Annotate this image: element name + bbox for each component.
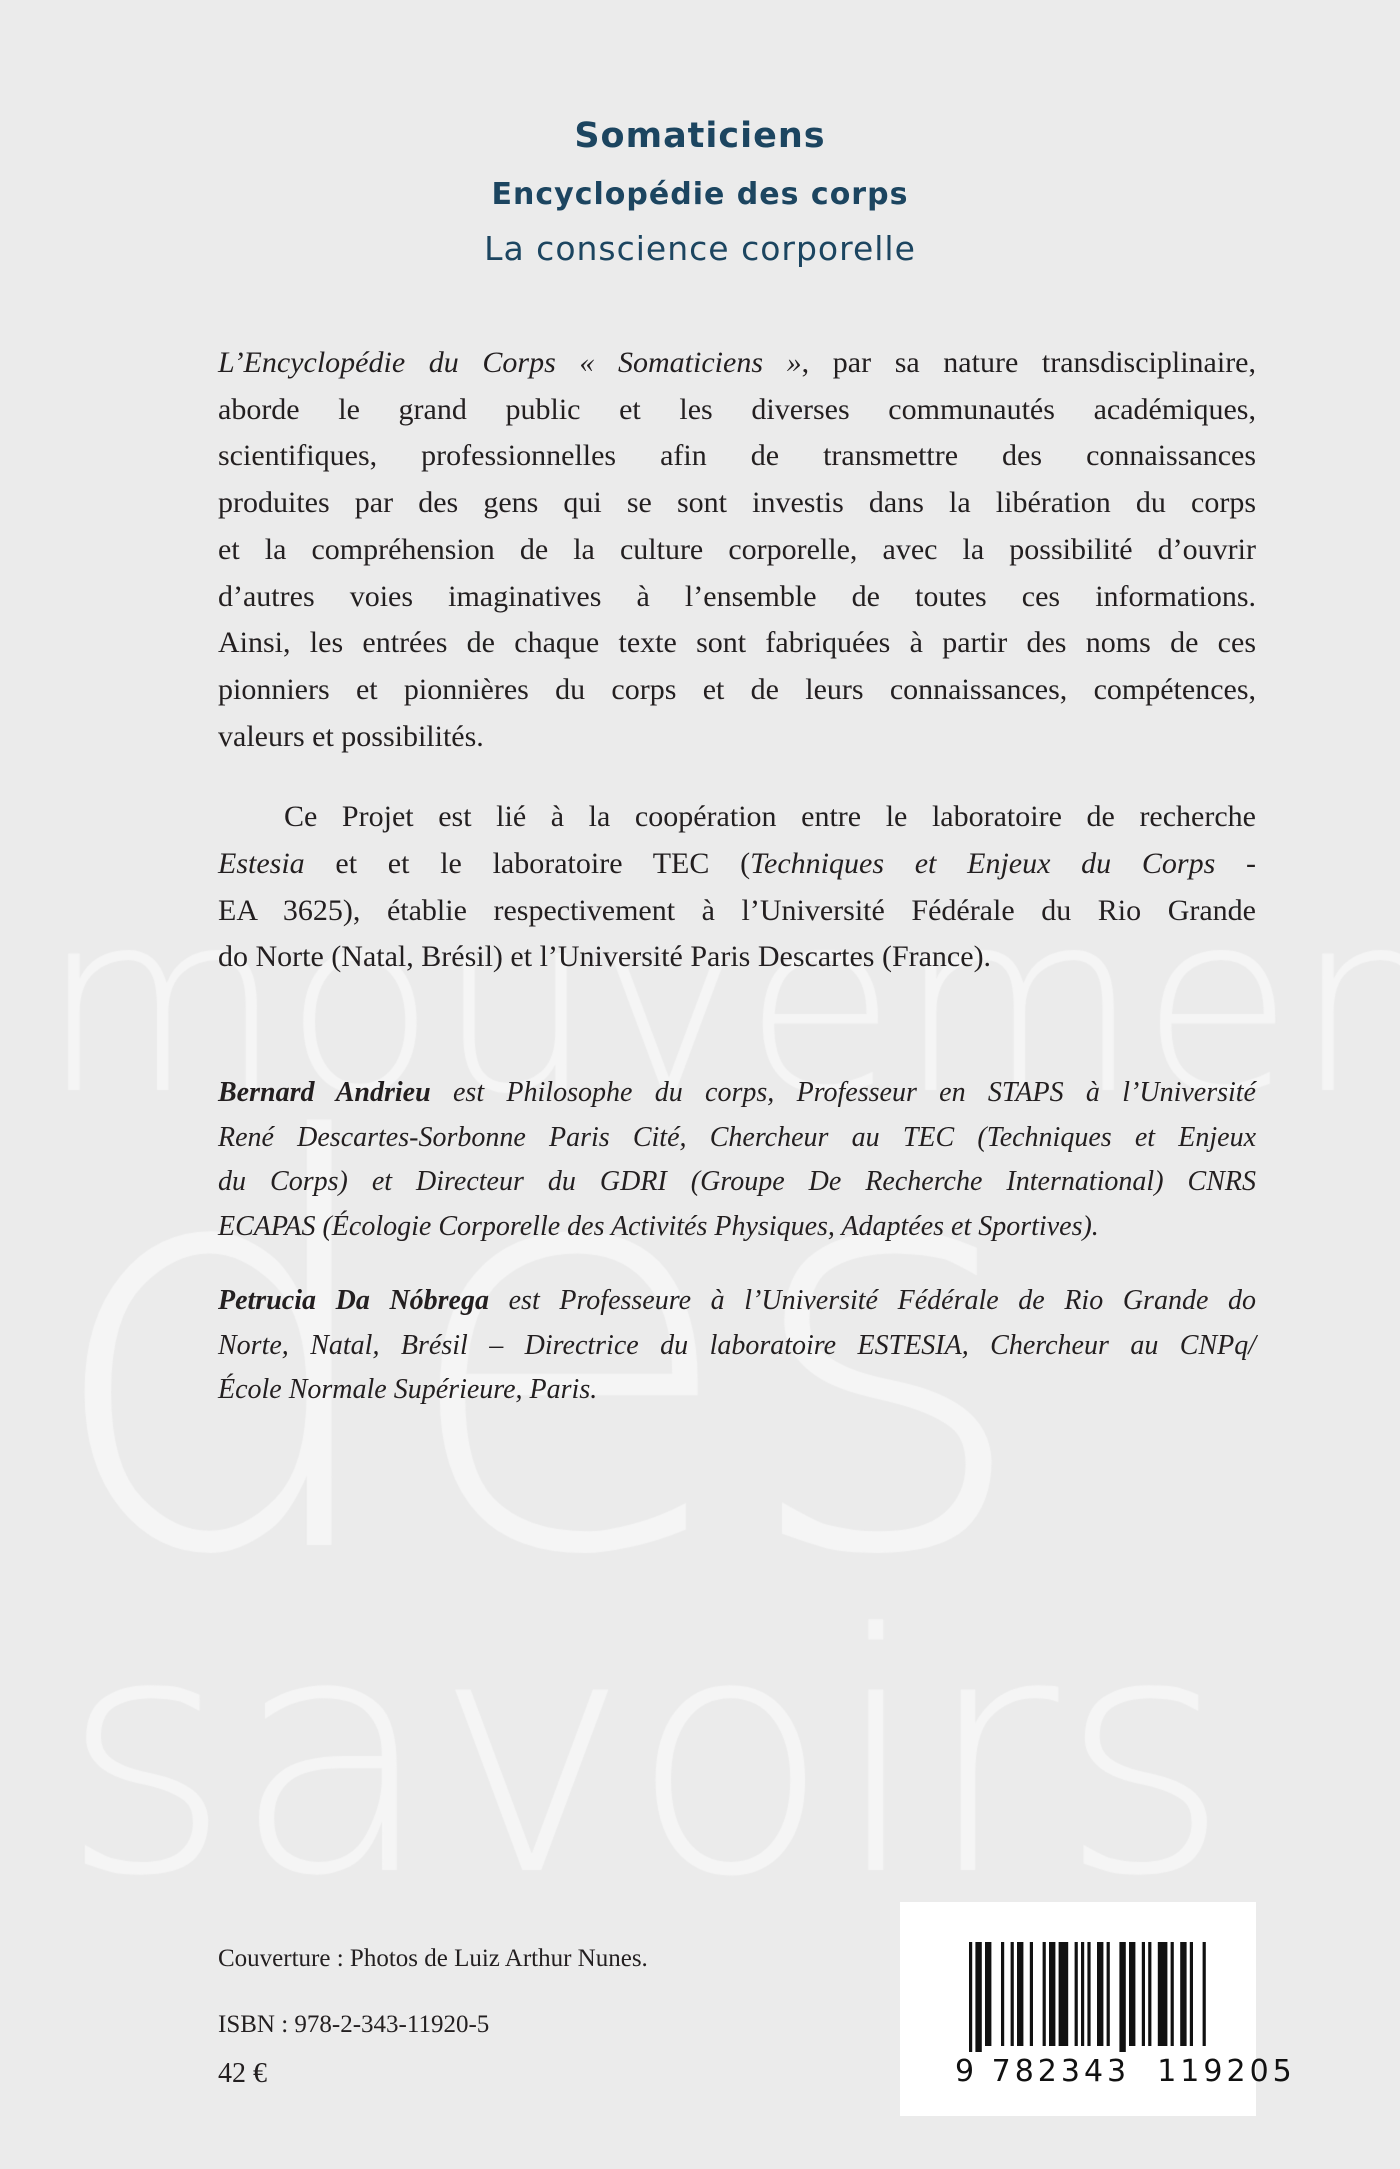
text-line — [218, 433, 1256, 480]
price: 42 € — [218, 2058, 267, 2089]
text-line — [218, 1324, 1256, 1369]
text-segment: aborde le grand public et les diverses communautés académiques, — [218, 392, 1256, 426]
text-line — [218, 620, 1256, 667]
text-segment: Estesia — [218, 847, 305, 881]
text-segment: et et le laboratoire TEC ( — [304, 847, 751, 881]
barcode-bar — [1087, 1942, 1090, 2046]
text-segment: Ainsi, les entrées de chaque texte sont fabriquées à partir des noms de ces — [218, 626, 1256, 660]
text-line — [218, 888, 1256, 935]
text-line — [218, 934, 1256, 981]
text-line — [218, 1160, 1256, 1205]
text-segment: Norte, Natal, Brésil – Directrice du laboratoire ESTESIA, Chercheur au CNPq/ — [218, 1329, 1256, 1361]
author-bio-andrieu — [218, 1071, 1256, 1249]
text-line — [218, 667, 1256, 714]
barcode-bar — [985, 1942, 991, 2046]
barcode-bar — [1107, 1942, 1110, 2046]
barcode-bar — [1059, 1942, 1069, 2046]
barcode-bar — [1119, 1942, 1125, 2052]
text-line — [218, 794, 1256, 841]
text-segment: Ce Projet est lié à la coopération entre le laboratoire de recherche — [284, 800, 1256, 834]
cover-credit: Couverture : Photos de Luiz Arthur Nunes. — [218, 1945, 648, 1972]
barcode-bar — [1148, 1942, 1151, 2046]
text-segment: do Norte (Natal, Brésil) et l’Université Paris Descartes (France). — [218, 940, 992, 974]
barcode-bar — [1171, 1942, 1174, 2046]
text-line — [218, 527, 1256, 574]
text-segment: , par sa nature transdisciplinaire, — [801, 346, 1256, 379]
text-line — [218, 841, 1256, 888]
text-line — [218, 387, 1256, 434]
description-paragraph-2 — [218, 794, 1256, 981]
isbn: ISBN : 978-2-343-11920-5 — [218, 2011, 490, 2038]
text-segment: École Normale Supérieure, Paris. — [218, 1374, 598, 1406]
text-line — [218, 714, 1256, 761]
barcode-bar — [1129, 1942, 1135, 2046]
barcode-bar — [1075, 1942, 1078, 2046]
barcode-bar — [1203, 1942, 1206, 2046]
text-line — [218, 1071, 1256, 1116]
barcode-bar — [1158, 1942, 1168, 2046]
barcode-bar — [1142, 1942, 1145, 2046]
barcode-bar — [969, 1942, 972, 2052]
text-segment: du Corps) et Directeur du GDRI (Groupe De Recherche International) CNRS — [218, 1166, 1256, 1198]
text-segment: scientifiques, professionnelles afin de transmettre des connaissances — [218, 439, 1256, 473]
description-paragraph-1 — [218, 340, 1256, 760]
text-line — [218, 340, 1256, 387]
text-line — [218, 1368, 1256, 1413]
text-segment: L’Encyclopédie du Corps « Somaticiens » — [218, 346, 802, 379]
author-name: Bernard Andrieu — [218, 1077, 431, 1109]
barcode-bar — [1190, 1942, 1193, 2046]
text-segment: est Professeure à l’Université Fédérale de Rio Grande do — [489, 1285, 1256, 1317]
text-line — [218, 1205, 1256, 1250]
barcode-bar — [1180, 1942, 1186, 2046]
barcode — [900, 1902, 1296, 2116]
text-line — [218, 574, 1256, 621]
text-line — [218, 1116, 1256, 1161]
book-title: Somaticiens — [574, 116, 826, 156]
text-segment: d’autres voies imaginatives à l’ensemble de toutes ces informations. — [218, 579, 1256, 613]
barcode-bar — [1097, 1942, 1103, 2046]
text-segment: René Descartes-Sorbonne Paris Cité, Chercheur au TEC (Techniques et Enjeux — [218, 1121, 1256, 1153]
barcode-bar — [1001, 1942, 1004, 2046]
text-segment: et la compréhension de la culture corporelle, avec la possibilité d’ouvrir — [218, 532, 1256, 566]
barcode-bar — [1011, 1942, 1014, 2046]
text-segment: est Philosophe du corps, Professeur en STAPS à l’Université — [430, 1077, 1256, 1109]
barcode-digits: 9 782343 119205 — [955, 2054, 1296, 2089]
barcode-bar — [1017, 1942, 1023, 2046]
author-name: Petrucia Da Nóbrega — [218, 1285, 489, 1317]
author-bio-da-nobrega — [218, 1279, 1256, 1413]
text-line — [218, 480, 1256, 527]
text-line — [218, 1279, 1256, 1324]
barcode-bars — [969, 1942, 1207, 2052]
barcode-bar — [1043, 1942, 1046, 2046]
book-subtitle: Encyclopédie des corps — [491, 177, 909, 212]
barcode-bar — [1049, 1942, 1055, 2046]
barcode-bar — [1081, 1942, 1084, 2046]
text-segment: pionniers et pionnières du corps et de leurs connaissances, compétences, — [218, 672, 1256, 706]
barcode-bar — [975, 1942, 981, 2052]
barcode-bar — [1030, 1942, 1033, 2046]
text-segment: Techniques et Enjeux du Corps - — [750, 847, 1256, 881]
volume-title: La conscience corporelle — [484, 229, 916, 268]
text-segment: ECAPAS (Écologie Corporelle des Activités Physiques, Adaptées et Sportives). — [218, 1210, 1099, 1242]
text-segment: produites par des gens qui se sont investis dans la libération du corps — [218, 486, 1256, 520]
text-segment: EA 3625), établie respectivement à l’Université Fédérale du Rio Grande — [218, 893, 1256, 927]
text-segment: valeurs et possibilités. — [218, 719, 484, 753]
